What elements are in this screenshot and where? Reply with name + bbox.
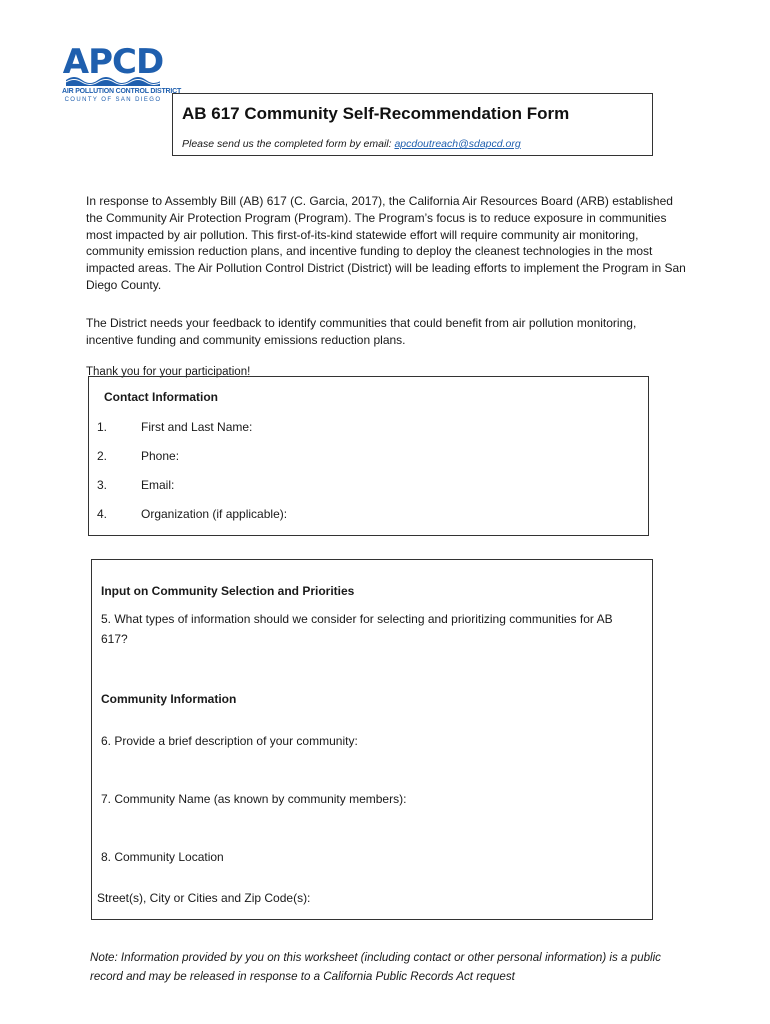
logo-abbrev: APCD bbox=[62, 42, 164, 82]
community-info-heading: Community Information bbox=[101, 692, 237, 706]
contact-info-section bbox=[88, 376, 649, 536]
intro-paragraph-2: The District needs your feedback to identify communities that could benefit from air pollution monitoring, incentive funding and community emissions reduction plans. bbox=[86, 316, 637, 347]
question-8[interactable]: 8. Community Location bbox=[101, 850, 224, 864]
form-title: AB 617 Community Self-Recommendation Form bbox=[182, 104, 570, 123]
phone-field[interactable] bbox=[97, 449, 179, 463]
email-field[interactable] bbox=[97, 478, 174, 492]
form-instruction bbox=[182, 138, 521, 150]
apcd-logo bbox=[62, 42, 182, 106]
logo-county-name: COUNTY OF SAN DIEGO bbox=[64, 97, 162, 103]
field-number: 4. bbox=[97, 507, 108, 521]
thanks-text: Thank you for your participation! bbox=[86, 366, 251, 378]
title-box bbox=[172, 93, 653, 156]
email-link[interactable]: apcdoutreach@sdapcd.org bbox=[394, 138, 521, 150]
public-record-note: Note: Information provided by you on this worksheet (including contact or other personal information) is a public record and may be released in response to a California Public Records Act request bbox=[90, 951, 661, 983]
selection-priorities-heading: Input on Community Selection and Priorities bbox=[101, 584, 355, 598]
instruction-text: Please send us the completed form by email: bbox=[182, 138, 392, 150]
field-number: 2. bbox=[97, 449, 108, 463]
question-5[interactable]: 5. What types of information should we consider for selecting and prioritizing communities for AB 617? bbox=[101, 612, 613, 646]
field-label: First and Last Name: bbox=[141, 420, 253, 434]
logo-district-name: AIR POLLUTION CONTROL DISTRICT bbox=[62, 88, 182, 95]
field-number: 1. bbox=[97, 420, 108, 434]
intro-paragraph-1: In response to Assembly Bill (AB) 617 (C. Garcia, 2017), the California Air Resources Board (ARB) established the Community Air Protection Program (Program). The Program’s focus is to reduce exposure in communities most impacted by air pollution. This first-of-its-kind statewide effort will require community air monitoring, community emission reduction plans, and incentive funding to deploy the cleanest technologies in the most impacted areas. The Air Pollution Control District (District) will be leading efforts to implement the Program in San Diego County. bbox=[86, 194, 686, 292]
wave-icon bbox=[66, 72, 160, 86]
contact-heading: Contact Information bbox=[104, 390, 218, 404]
field-label: Organization (if applicable): bbox=[141, 507, 288, 521]
organization-field[interactable] bbox=[97, 507, 287, 521]
field-label: Email: bbox=[141, 478, 175, 492]
field-number: 3. bbox=[97, 478, 108, 492]
question-8-location-detail[interactable]: Street(s), City or Cities and Zip Code(s): bbox=[97, 891, 311, 905]
field-label: Phone: bbox=[141, 449, 180, 463]
question-7[interactable]: 7. Community Name (as known by community members): bbox=[101, 792, 407, 806]
question-6[interactable]: 6. Provide a brief description of your community: bbox=[101, 734, 358, 748]
name-field[interactable] bbox=[97, 420, 252, 434]
community-input-section bbox=[91, 559, 653, 920]
